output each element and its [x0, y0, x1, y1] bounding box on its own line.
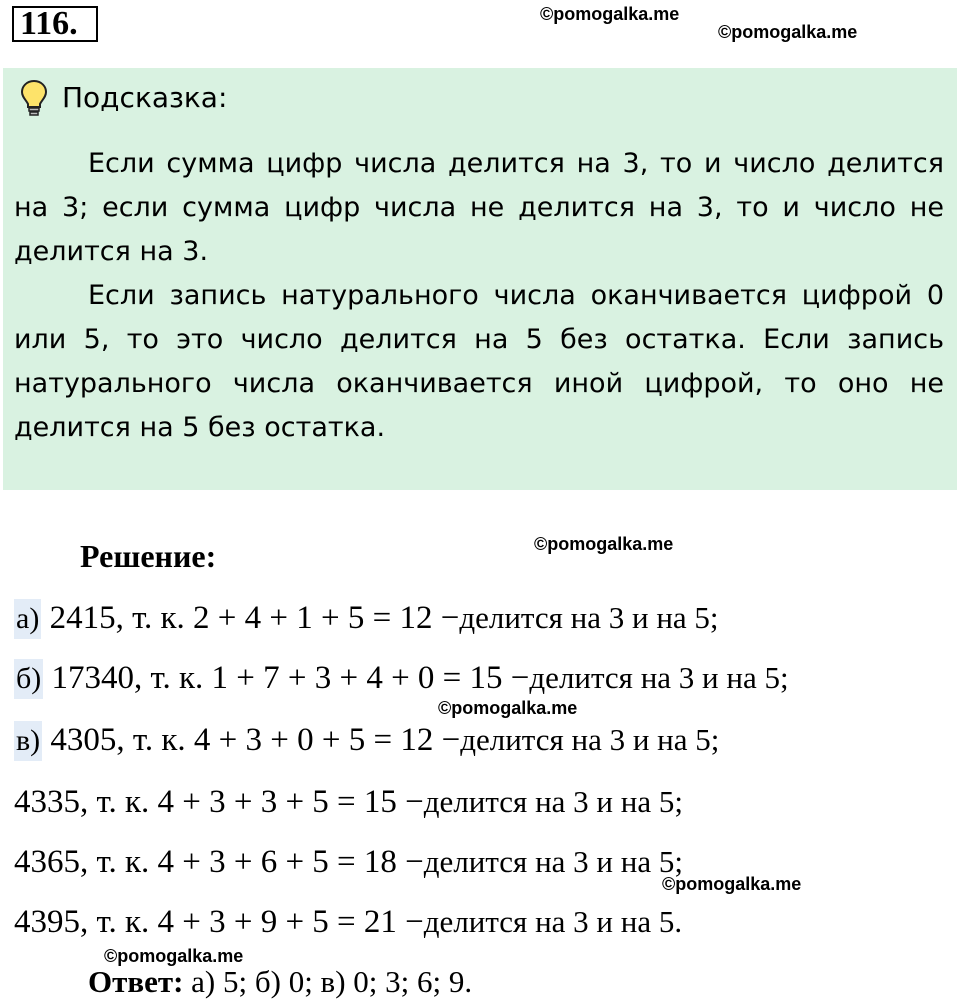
- watermark: ©pomogalka.me: [104, 946, 244, 966]
- item-letter: а): [14, 599, 41, 639]
- item-letter: б): [14, 659, 43, 699]
- solution-words: делится на 3 и на 5;: [423, 844, 683, 879]
- solution-line: [14, 598, 719, 639]
- watermark: ©pomogalka.me: [534, 534, 674, 554]
- task-number-dot: .: [69, 5, 78, 42]
- watermark: ©pomogalka.me: [718, 22, 858, 42]
- watermark: ©pomogalka.me: [438, 698, 578, 718]
- lightbulb-icon: [18, 78, 50, 118]
- watermark: ©pomogalka.me: [662, 874, 802, 894]
- solution-title: Решение:: [80, 538, 217, 574]
- hint-paragraph: Если сумма цифр числа делится на 3, то и число делится на 3; если сумма цифр числа не делится на 3, то и число не делится на 3.: [14, 148, 944, 267]
- solution-math: 17340, т. к. 1 + 7 + 3 + 4 + 0 = 15 −: [51, 660, 530, 696]
- hint-text: [14, 142, 944, 450]
- solution-line: [14, 658, 789, 699]
- solution-words: делится на 3 и на 5.: [423, 904, 683, 939]
- solution-math: 4335, т. к. 4 + 3 + 3 + 5 = 15 −: [14, 784, 424, 820]
- task-number: 116: [20, 5, 70, 42]
- solution-line: [14, 720, 719, 761]
- solution-words: делится на 3 и на 5;: [529, 660, 789, 695]
- answer-text: а) 5; б) 0; в) 0; 3; 6; 9.: [191, 964, 473, 999]
- solution-math: 4305, т. к. 4 + 3 + 0 + 5 = 12 −: [50, 722, 461, 758]
- solution-words: делится на 3 и на 5;: [423, 784, 683, 819]
- solution-math: 4395, т. к. 4 + 3 + 9 + 5 = 21 −: [14, 904, 424, 940]
- solution-line: [14, 782, 683, 822]
- solution-words: делится на 3 и на 5;: [460, 722, 720, 757]
- solution-math: 2415, т. к. 2 + 4 + 1 + 5 = 12 −: [49, 600, 460, 636]
- answer: [88, 962, 472, 1002]
- solution-words: делится на 3 и на 5;: [459, 600, 719, 635]
- solution-line: [14, 842, 683, 882]
- item-letter: в): [14, 721, 42, 761]
- answer-label: Ответ:: [88, 964, 184, 999]
- solution-line: [14, 902, 682, 942]
- solution-math: 4365, т. к. 4 + 3 + 6 + 5 = 18 −: [14, 844, 424, 880]
- watermark: ©pomogalka.me: [540, 4, 680, 24]
- task-number-box: [12, 6, 98, 42]
- hint-paragraph: Если запись натурального числа оканчивается цифрой 0 или 5, то это число делится на 5 без остатка. Если запись натурального числа оканчивается иной цифрой, то оно не делится на 5 без остатка.: [14, 280, 944, 443]
- hint-title: Подсказка:: [62, 81, 228, 114]
